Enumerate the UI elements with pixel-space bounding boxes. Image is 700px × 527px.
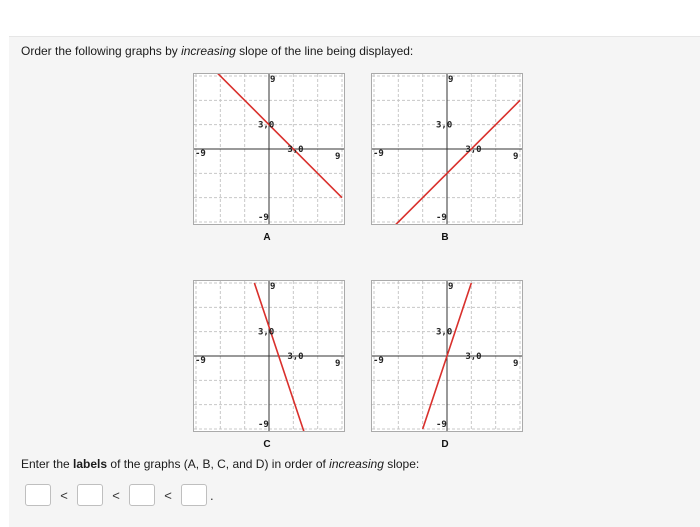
question-panel bbox=[9, 36, 700, 527]
y-max-label: 9 bbox=[270, 75, 276, 85]
question-emphasis: increasing bbox=[181, 44, 236, 58]
x-tick-label: 3,0 bbox=[287, 145, 304, 155]
graph-line bbox=[254, 283, 312, 431]
graph-d-label: D bbox=[441, 439, 449, 450]
graph-b-plot bbox=[372, 74, 522, 224]
graph-b bbox=[371, 73, 523, 225]
graph-a-label: A bbox=[263, 232, 271, 243]
instruction-text: Enter the labels of the graphs (A, B, C, and D) in order of increasing slope: bbox=[21, 457, 420, 471]
graph-a-plot bbox=[194, 74, 344, 224]
graph-d-plot bbox=[372, 281, 522, 431]
y-max-label: 9 bbox=[448, 75, 454, 85]
x-min-label: -9 bbox=[195, 356, 206, 366]
graph-d bbox=[371, 280, 523, 432]
y-min-label: -9 bbox=[436, 420, 447, 430]
y-tick-label: 3,0 bbox=[436, 120, 453, 131]
instruction-emphasis: increasing bbox=[329, 457, 384, 471]
graph-a bbox=[193, 73, 345, 225]
less-than-1: < bbox=[60, 487, 68, 503]
y-tick-label: 3,0 bbox=[258, 327, 275, 338]
less-than-2: < bbox=[112, 487, 120, 503]
less-than-3: < bbox=[164, 487, 172, 503]
x-max-label: 9 bbox=[513, 152, 519, 162]
y-max-label: 9 bbox=[270, 282, 276, 292]
y-min-label: -9 bbox=[258, 420, 269, 430]
y-tick-label: 3,0 bbox=[436, 327, 453, 338]
x-tick-label: 3,0 bbox=[465, 145, 482, 155]
graph-c bbox=[193, 280, 345, 432]
question-text: Order the following graphs by increasing slope of the line being displayed: bbox=[21, 44, 414, 58]
y-max-label: 9 bbox=[448, 282, 454, 292]
x-max-label: 9 bbox=[335, 152, 341, 162]
x-min-label: -9 bbox=[373, 356, 384, 366]
graph-c-label: C bbox=[263, 439, 271, 450]
instruction-bold: labels bbox=[73, 457, 108, 471]
answer-period: . bbox=[210, 487, 214, 503]
x-tick-label: 3,0 bbox=[465, 352, 482, 362]
graph-c-plot bbox=[194, 281, 344, 431]
x-max-label: 9 bbox=[335, 359, 341, 369]
answer-input-2[interactable] bbox=[77, 484, 103, 506]
graph-b-label: B bbox=[441, 232, 449, 243]
x-max-label: 9 bbox=[513, 359, 519, 369]
y-min-label: -9 bbox=[258, 213, 269, 223]
y-tick-label: 3,0 bbox=[258, 120, 275, 131]
y-min-label: -9 bbox=[436, 213, 447, 223]
answer-input-3[interactable] bbox=[129, 484, 155, 506]
x-min-label: -9 bbox=[373, 149, 384, 159]
answer-input-1[interactable] bbox=[25, 484, 51, 506]
answer-row bbox=[25, 484, 214, 506]
answer-input-4[interactable] bbox=[181, 484, 207, 506]
x-min-label: -9 bbox=[195, 149, 206, 159]
x-tick-label: 3,0 bbox=[287, 352, 304, 362]
